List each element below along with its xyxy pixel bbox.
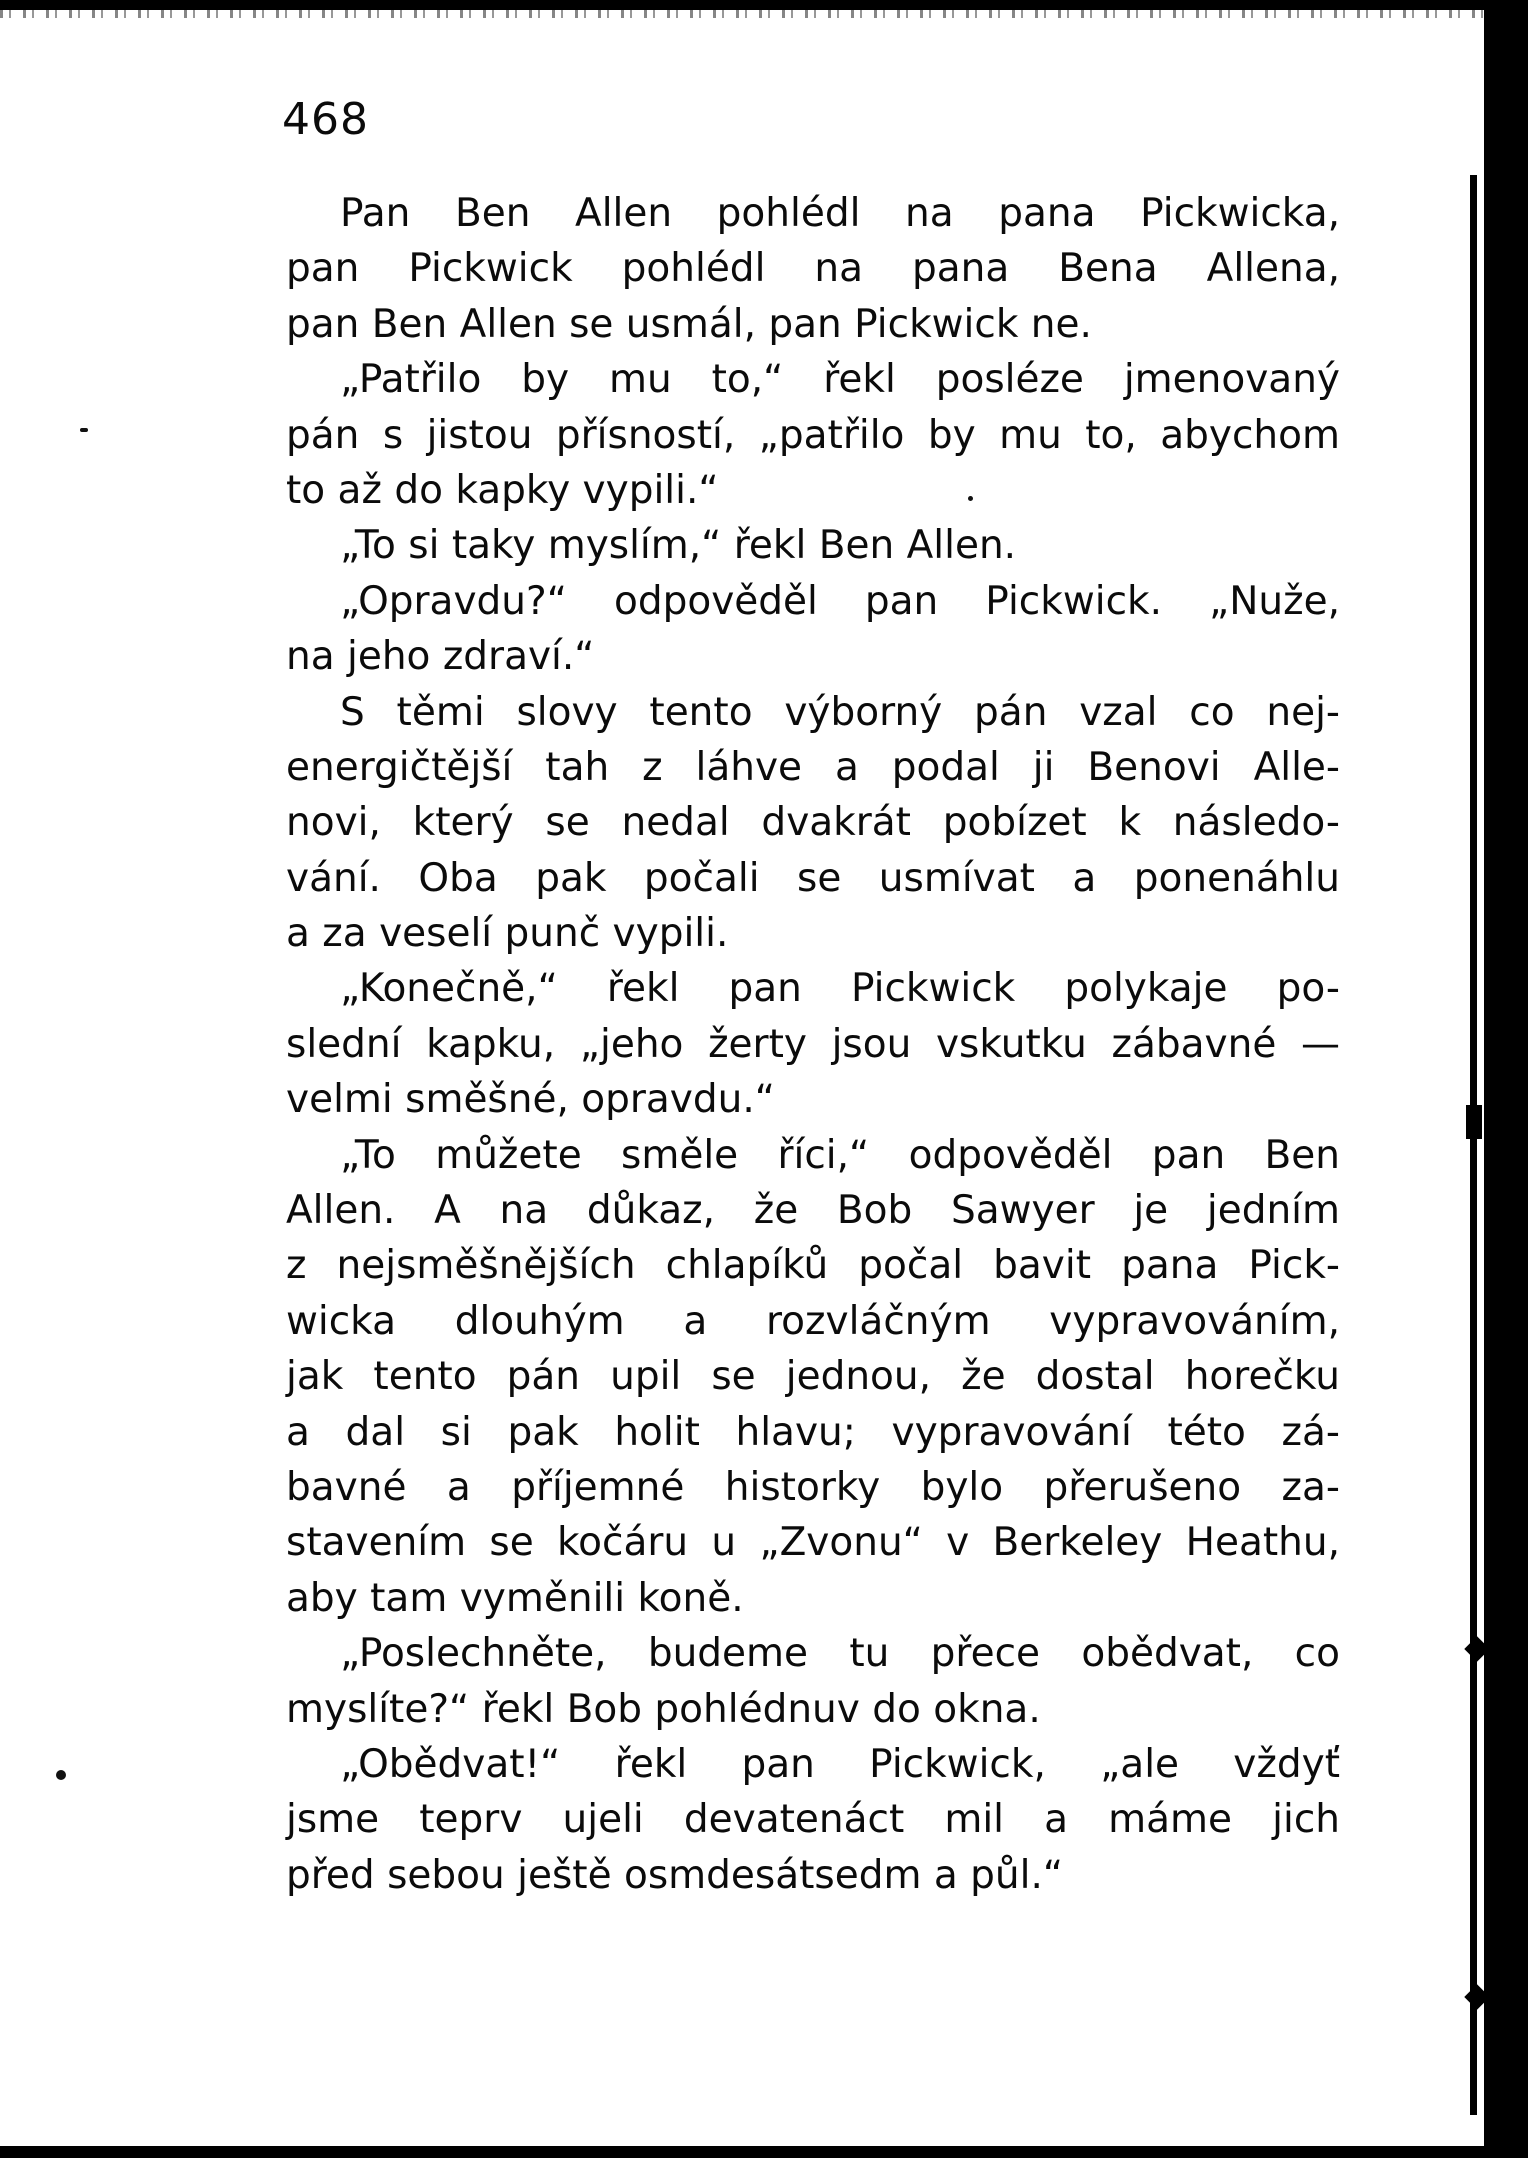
scan-speck: [80, 428, 88, 432]
text-line: jak tento pán upil se jednou, že dostal horečku: [286, 1354, 1340, 1400]
text-line: wicka dlouhým a rozvláčným vypravováním,: [286, 1298, 1340, 1344]
text-line: „Poslechněte, budeme tu přece obědvat, co: [340, 1631, 1340, 1677]
text-line: „Patřilo by mu to,“ řekl posléze jmenovaný: [340, 357, 1340, 403]
text-line: a dal si pak holit hlavu; vypravování této zá-: [286, 1409, 1340, 1455]
text-line: „Opravdu?“ odpověděl pan Pickwick. „Nuže,: [340, 578, 1340, 624]
text-line: pan Pickwick pohlédl na pana Bena Allena,: [286, 246, 1340, 292]
text-line: velmi směšné, opravdu.“: [286, 1077, 775, 1123]
text-line: před sebou ještě osmdesátsedm a půl.“: [286, 1852, 1064, 1898]
text-line: „To si taky myslím,“ řekl Ben Allen.: [340, 523, 1017, 569]
text-line: „Obědvat!“ řekl pan Pickwick, „ale vždyť: [340, 1741, 1340, 1787]
page-number: 468: [282, 94, 369, 145]
text-line: „Konečně,“ řekl pan Pickwick polykaje po-: [340, 966, 1340, 1012]
text-line: vání. Oba pak počali se usmívat a ponenáhlu: [286, 855, 1340, 901]
text-line: novi, který se nedal dvakrát pobízet k následo-: [286, 800, 1340, 846]
scan-right-edge: [1484, 0, 1528, 2158]
text-line: pán s jistou přísností, „patřilo by mu to, abychom: [286, 412, 1340, 458]
scan-mark: [1466, 1105, 1482, 1139]
text-line: slední kapku, „jeho žerty jsou vskutku zábavné —: [286, 1021, 1340, 1067]
text-line: na jeho zdraví.“: [286, 634, 595, 680]
text-line: aby tam vyměnili koně.: [286, 1575, 744, 1621]
body-text: [286, 186, 1340, 1903]
text-line: a za veselí punč vypili.: [286, 911, 729, 957]
scan-top-noise: [0, 10, 1500, 18]
text-line: „To můžete směle říci,“ odpověděl pan Ben: [340, 1132, 1340, 1178]
text-line: Allen. A na důkaz, že Bob Sawyer je jedním: [286, 1188, 1340, 1234]
text-line: pan Ben Allen se usmál, pan Pickwick ne.: [286, 301, 1092, 347]
text-line: energičtější tah z láhve a podal ji Benovi Alle-: [286, 744, 1340, 790]
scan-top-edge: [0, 0, 1528, 10]
text-line: to až do kapky vypili.“: [286, 467, 719, 513]
scan-binding-line: [1470, 175, 1477, 2115]
text-line: Pan Ben Allen pohlédl na pana Pickwicka,: [340, 191, 1340, 236]
text-line: z nejsměšnějších chlapíků počal bavit pana Pick-: [286, 1243, 1340, 1289]
text-line: jsme teprv ujeli devatenáct mil a máme jich: [286, 1797, 1340, 1843]
text-line: myslíte?“ řekl Bob pohlédnuv do okna.: [286, 1686, 1041, 1732]
text-line: bavné a příjemné historky bylo přerušeno za-: [286, 1464, 1340, 1510]
text-line: S těmi slovy tento výborný pán vzal co nej-: [340, 689, 1340, 735]
scan-bottom-edge: [0, 2146, 1528, 2158]
scan-speck: [56, 1770, 66, 1780]
text-line: stavením se kočáru u „Zvonu“ v Berkeley Heathu,: [286, 1520, 1340, 1566]
